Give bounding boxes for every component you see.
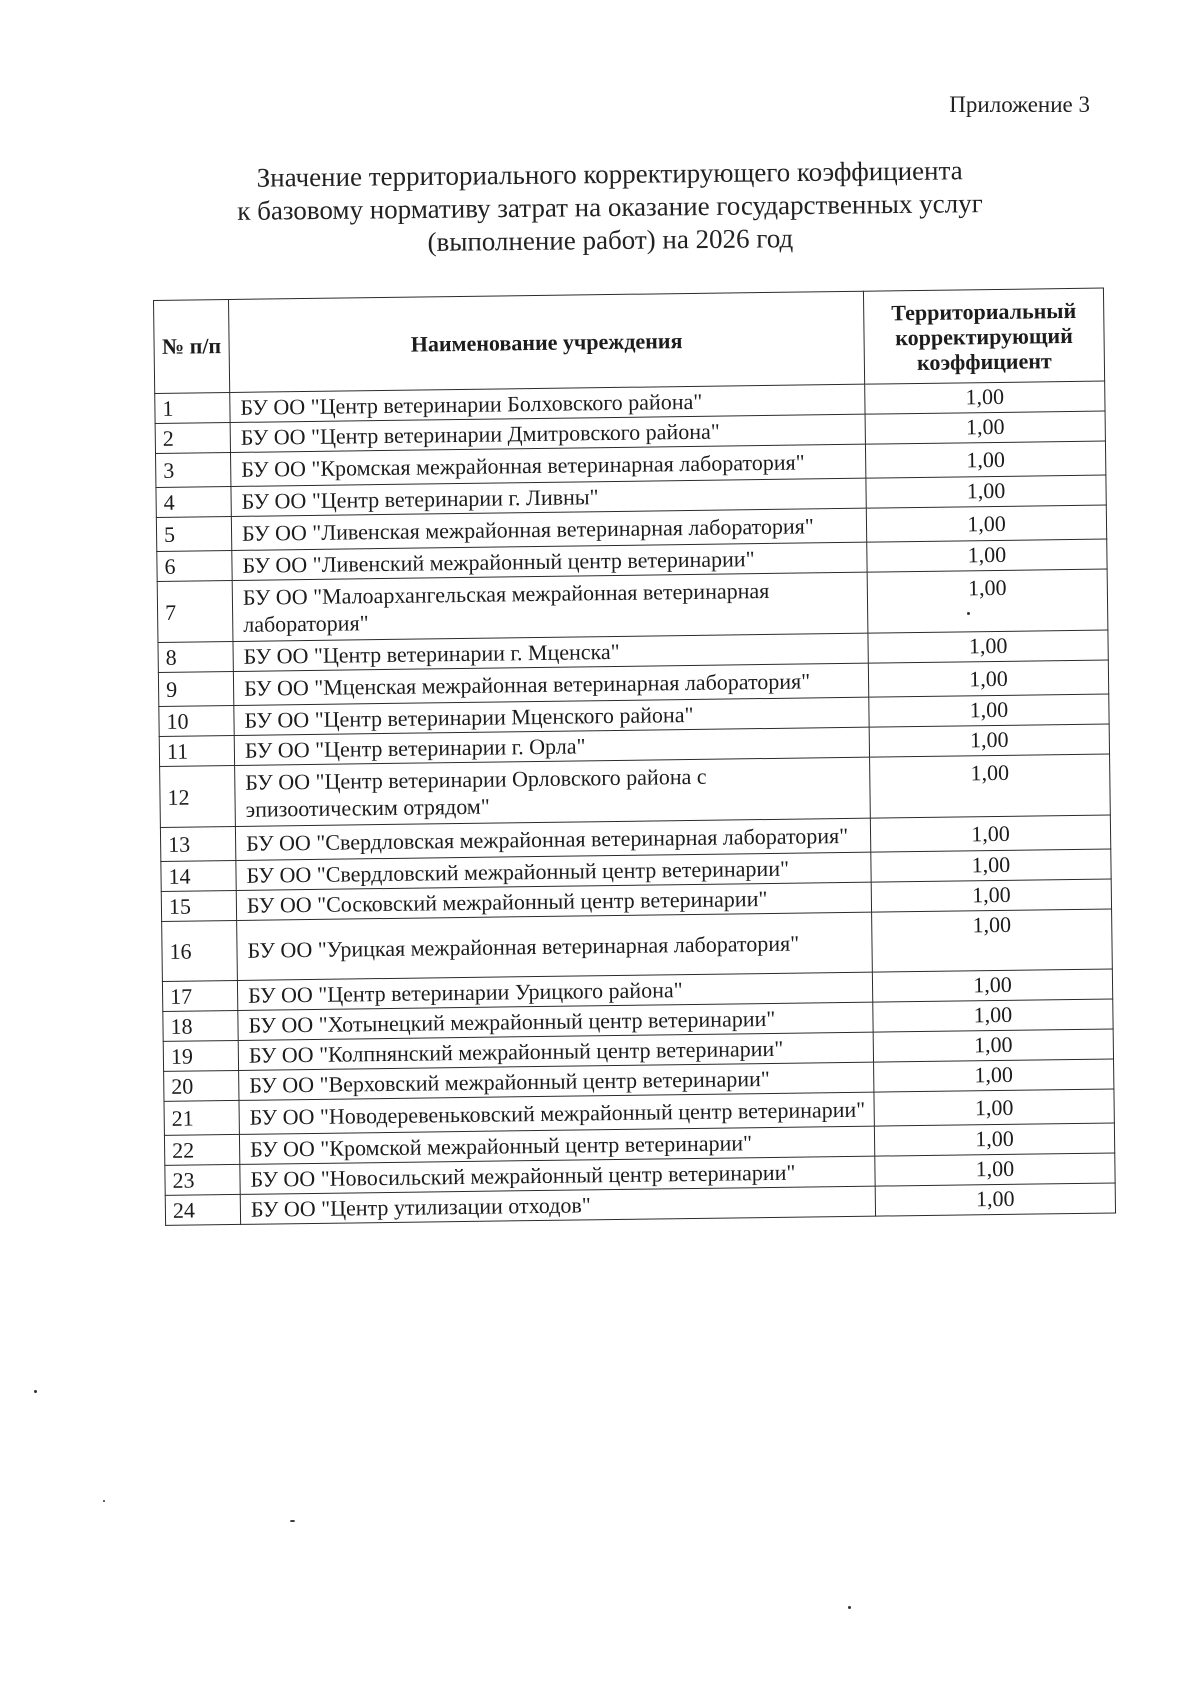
coefficient-value: 1,00 (865, 381, 1105, 414)
institution-name: БУ ОО "Центр ветеринарии Урицкого района" (237, 972, 872, 1010)
coefficient-value: 1,00 (866, 475, 1106, 508)
header-coefficient: Территориальный корректирующий коэффициент (863, 288, 1104, 384)
row-number: 18 (163, 1010, 238, 1041)
coefficient-value: 1,00 (875, 1153, 1115, 1186)
coefficient-value: 1,00 (869, 724, 1109, 757)
institution-name: БУ ОО "Ливенская межрайонная ветеринарная лаборатория" (231, 508, 866, 550)
row-number: 13 (160, 826, 235, 861)
row-number: 4 (156, 486, 231, 517)
scan-speck (290, 1520, 295, 1522)
coefficient-value: 1,00 (874, 1059, 1114, 1092)
coefficient-value: 1,00 (865, 411, 1105, 444)
coefficient-value: 1,00 (866, 505, 1106, 542)
row-number: 21 (164, 1100, 239, 1135)
institution-name: БУ ОО "Ливенский межрайонный центр ветеринарии" (232, 542, 867, 580)
row-number: 20 (164, 1070, 239, 1101)
coefficient-value: 1,00 (867, 539, 1107, 572)
row-number: 24 (165, 1194, 240, 1225)
scan-speck (848, 1606, 851, 1609)
institution-name: БУ ОО "Центр ветеринарии г. Ливны" (231, 478, 866, 516)
title-line-1: Значение территориального корректирующего коэффициента (256, 155, 963, 193)
row-number: 17 (162, 980, 237, 1011)
row-number: 15 (161, 890, 236, 921)
row-number: 8 (158, 641, 233, 672)
institution-name: БУ ОО "Сосковский межрайонный центр ветеринарии" (236, 882, 871, 920)
row-number: 2 (155, 423, 230, 454)
coefficient-table-wrapper (153, 288, 1115, 1226)
coefficient-value: 1,00 (870, 754, 1111, 818)
institution-name: БУ ОО "Колпнянский межрайонный центр ветеринарии" (238, 1032, 873, 1070)
coefficient-value: 1,00 (865, 441, 1105, 478)
coefficient-value: 1,00 (874, 1123, 1114, 1156)
coefficient-value: 1,00 (868, 660, 1108, 697)
institution-name: БУ ОО "Центр утилизации отходов" (240, 1186, 875, 1224)
coefficient-value: 1,00 (868, 630, 1108, 663)
coefficient-value: 1,00 (870, 815, 1110, 852)
institution-name: БУ ОО "Центр ветеринарии Дмитровского района" (230, 414, 865, 452)
row-number: 11 (159, 735, 234, 766)
institution-name: БУ ОО "Новосильский межрайонный центр ветеринарии" (240, 1156, 875, 1194)
row-number: 23 (165, 1164, 240, 1195)
scan-speck (967, 612, 970, 615)
coefficient-value: 1,00 (869, 694, 1109, 727)
institution-name: БУ ОО "Урицкая межрайонная ветеринарная лаборатория" (237, 912, 873, 980)
row-number: 10 (159, 705, 234, 736)
institution-name: БУ ОО "Центр ветеринарии Орловского района с эпизоотическим отрядом" (235, 757, 871, 826)
coefficient-value: 1,00 (871, 879, 1111, 912)
row-number: 7 (157, 580, 233, 642)
institution-name: БУ ОО "Центр ветеринарии Мценского района" (234, 697, 869, 735)
coefficient-value: 1,00 (875, 1183, 1115, 1216)
coefficient-value: 1,00 (867, 569, 1108, 633)
institution-name: БУ ОО "Центр ветеринарии г. Орла" (234, 727, 869, 765)
row-number: 6 (157, 550, 232, 581)
coefficient-value: 1,00 (874, 1089, 1114, 1126)
coefficient-value: 1,00 (872, 909, 1113, 972)
row-number: 1 (155, 393, 230, 424)
document-title (180, 153, 1041, 261)
row-number: 19 (163, 1040, 238, 1071)
institution-name: БУ ОО "Свердловская межрайонная ветеринарная лаборатория" (235, 818, 870, 860)
table-header-row (154, 288, 1105, 393)
header-name: Наименование учреждения (229, 291, 865, 392)
coefficient-value: 1,00 (873, 999, 1113, 1032)
header-num: № п/п (154, 300, 230, 394)
coefficient-table (153, 288, 1116, 1226)
institution-name: БУ ОО "Хотынецкий межрайонный центр ветеринарии" (238, 1002, 873, 1040)
scan-speck (34, 1390, 37, 1393)
institution-name: БУ ОО "Кромская межрайонная ветеринарная лаборатория" (231, 444, 866, 486)
institution-name: БУ ОО "Центр ветеринарии г. Мценска" (233, 633, 868, 671)
row-number: 22 (164, 1134, 239, 1165)
institution-name: БУ ОО "Мценская межрайонная ветеринарная лаборатория" (233, 663, 868, 705)
appendix-label: Приложение 3 (949, 92, 1090, 117)
row-number: 16 (162, 920, 238, 981)
row-number: 14 (161, 860, 236, 891)
title-line-3: (выполнение работ) на 2026 год (427, 223, 794, 257)
row-number: 5 (156, 516, 231, 551)
institution-name: БУ ОО "Верховский межрайонный центр ветеринарии" (239, 1062, 874, 1100)
coefficient-value: 1,00 (872, 969, 1112, 1002)
institution-name: БУ ОО "Новодеревеньковский межрайонный центр ветеринарии" (239, 1092, 874, 1134)
coefficient-value: 1,00 (871, 849, 1111, 882)
institution-name: БУ ОО "Малоархангельская межрайонная ветеринарная лаборатория" (232, 572, 868, 641)
institution-name: БУ ОО "Кромской межрайонный центр ветеринарии" (239, 1126, 874, 1164)
coefficient-value: 1,00 (873, 1029, 1113, 1062)
row-number: 3 (156, 452, 231, 487)
institution-name: БУ ОО "Центр ветеринарии Болховского района" (230, 384, 865, 422)
row-number: 12 (160, 765, 236, 827)
row-number: 9 (158, 671, 233, 706)
scan-speck (103, 1500, 105, 1502)
institution-name: БУ ОО "Свердловский межрайонный центр ветеринарии" (236, 852, 871, 890)
title-line-2: к базовому нормативу затрат на оказание государственных услуг (237, 188, 983, 226)
table-body (155, 381, 1116, 1225)
